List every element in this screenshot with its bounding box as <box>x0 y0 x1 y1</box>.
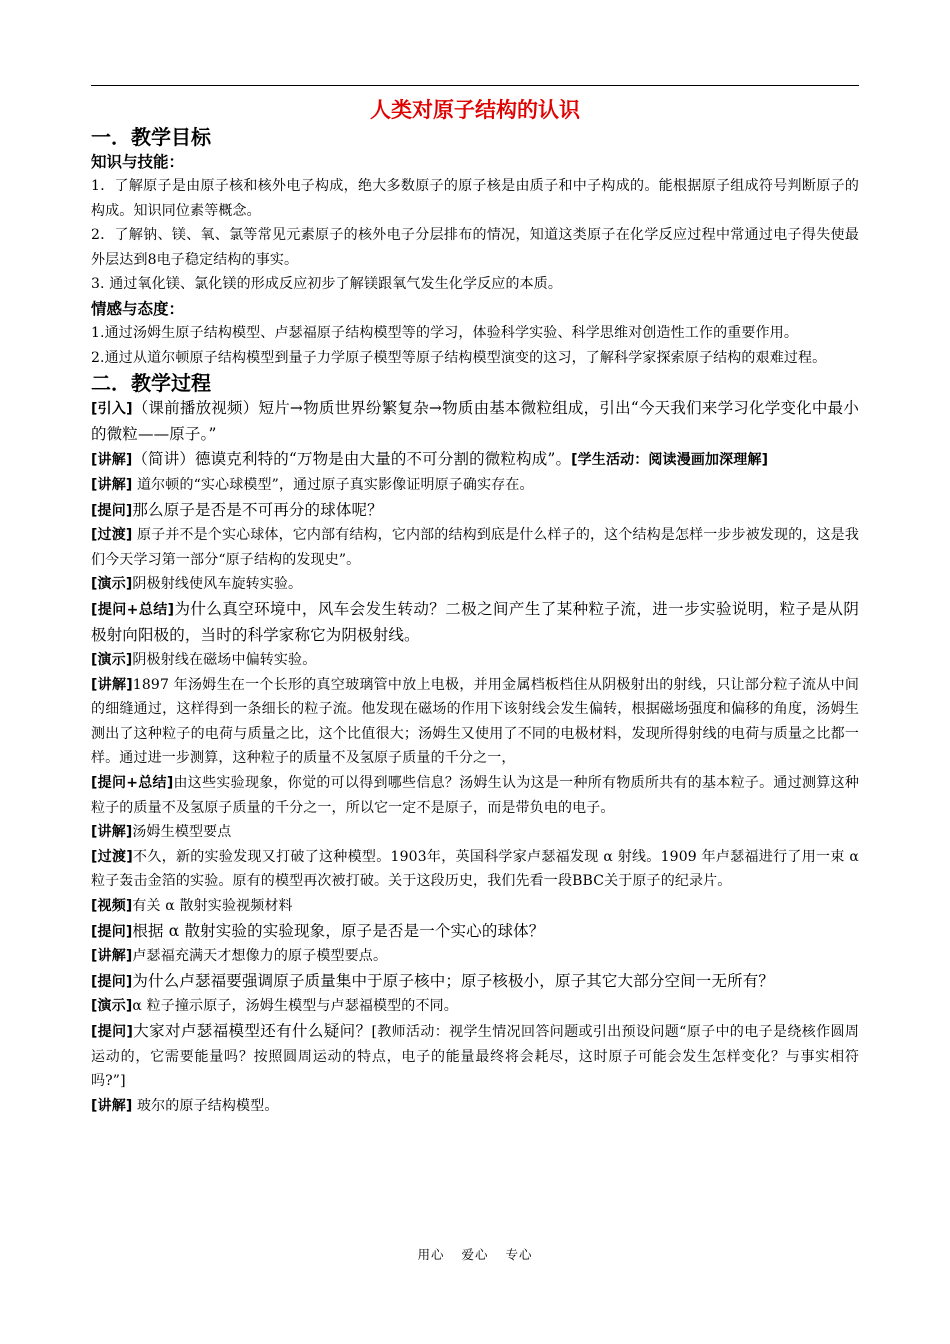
step-text: 根据 α 散射实验的实验现象，原子是否是一个实心的球体？ <box>132 921 545 940</box>
knowledge-skills-heading: 知识与技能： <box>91 153 185 171</box>
process-step <box>91 894 859 919</box>
step-text: 原子并不是个实心球体，它内部有结构，它内部的结构到底是什么样子的，这个结构是怎样一步步被发现的，这是我们今天学习第一部分“原子结构的发现史”。 <box>91 527 859 568</box>
attitude-item-1: 1.通过汤姆生原子结构模型、卢瑟福原子结构模型等的学习，体验科学实验、科学思维对创造性工作的重要作用。 <box>91 324 799 341</box>
process-step <box>91 994 859 1019</box>
step-text: 有关 α 散射实验视频材料 <box>132 898 293 915</box>
process-step <box>91 396 859 447</box>
objective-item-1: 1．了解原子是由原子核和核外电子构成，绝大多数原子的原子核是由质子和中子构成的。能根据原子组成符号判断原子的构成。知识同位素等概念。 <box>91 178 859 219</box>
process-step <box>91 1094 859 1119</box>
attitude-item-2: 2.通过从道尔顿原子结构模型到量子力学原子模型等原子结构模型演变的这习，了解科学家探索原子结构的艰难过程。 <box>91 349 827 366</box>
step-text: 玻尔的原子结构模型。 <box>132 1097 279 1114</box>
teaching-process-steps <box>91 396 859 1118</box>
section2-heading: 二．教学过程 <box>91 371 211 396</box>
process-step <box>91 498 859 524</box>
process-step <box>91 944 859 969</box>
step-text: 为什么卢瑟福要强调原子质量集中于原子核中；原子核极小，原子其它大部分空间一无所有？ <box>132 971 775 990</box>
process-step <box>91 673 859 771</box>
step-tag: [视频] <box>91 898 133 915</box>
step-tag: [提问] <box>91 502 133 519</box>
process-step <box>91 473 859 498</box>
step-text: 为什么真空环境中，风车会发生转动？二极之间产生了某种粒子流，进一步实验说明，粒子是从阴极射向阳极的，当时的科学家称它为阴极射线。 <box>91 599 860 644</box>
objective-item-2: 2．了解钠、镁、氧、氯等常见元素原子的核外电子分层排布的情况，知道这类原子在化学反应过程中常通过电子得失使最外层达到8电子稳定结构的事实。 <box>91 227 859 268</box>
step-text: 卢瑟福充满天才想像力的原子模型要点。 <box>132 948 388 965</box>
step-tag: [提问+总结] <box>91 601 175 618</box>
step-tag: [讲解] <box>91 1097 133 1114</box>
step-tag: [引入] <box>91 401 133 418</box>
header-rule <box>91 85 859 86</box>
step-text: 汤姆生模型要点 <box>132 824 232 841</box>
process-step <box>91 648 859 673</box>
step-text: 大家对卢瑟福模型还有什么疑问？ <box>133 1022 372 1040</box>
step-tag: [提问] <box>91 1024 134 1040</box>
step-text: α 粒子撞示原子，汤姆生模型与卢瑟福模型的不同。 <box>132 998 458 1015</box>
section1-heading: 一．教学目标 <box>91 125 211 149</box>
step-tag: [提问+总结] <box>91 775 174 792</box>
step-tag: [讲解] <box>91 676 133 693</box>
student-activity-tag: [学生活动：阅读漫画加深理解] <box>571 452 769 469</box>
step-text: （课前播放视频）短片→物质世界纷繁复杂→物质由基本微粒组成，引出“今天我们来学习化学变化中最小的微粒——原子。” <box>91 399 859 443</box>
step-text: 阴极射线使风车旋转实验。 <box>132 576 303 593</box>
page-footer <box>0 1245 950 1263</box>
document-title: 人类对原子结构的认识 <box>370 98 580 122</box>
footer-word-1: 用心 <box>417 1247 445 1262</box>
step-tag: [提问] <box>91 973 133 990</box>
process-step <box>91 919 859 945</box>
step-text: 那么原子是否是不可再分的球体呢？ <box>132 500 383 519</box>
footer-word-2: 爱心 <box>461 1247 489 1262</box>
step-text: 阴极射线在磁场中偏转实验。 <box>132 652 317 669</box>
step-tag: [讲解] <box>91 948 133 965</box>
step-tag: [过渡] <box>91 527 133 544</box>
process-step <box>91 447 859 473</box>
process-step <box>91 572 859 597</box>
step-text: 不久，新的实验发现又打破了这种模型。1903年，英国科学家卢瑟福发现 α 射线。1909 年卢瑟福进行了用一束 α 粒子轰击金箔的实验。原有的模型再次被打破。关于这段历史，我们先看一段BBC关于原子的纪录片。 <box>91 848 860 890</box>
step-tag: [演示] <box>91 576 133 593</box>
document-content <box>91 124 859 1118</box>
step-text: （简讲）德谟克利特的“万物是由大量的不可分割的微粒构成”。 <box>132 450 572 469</box>
step-tag: [讲解] <box>91 452 133 469</box>
step-tag: [提问] <box>91 923 133 940</box>
step-tag: [过渡] <box>91 848 133 865</box>
step-text: 道尔顿的“实心球模型”，通过原子真实影像证明原子确实存在。 <box>132 476 534 493</box>
objective-item-3: 3. 通过氧化镁、氯化镁的形成反应初步了解镁跟氧气发生化学反应的本质。 <box>91 276 563 293</box>
process-step <box>91 820 859 845</box>
process-step <box>91 597 859 648</box>
process-step <box>91 845 859 894</box>
process-step <box>91 969 859 995</box>
attitude-heading: 情感与态度： <box>91 299 185 318</box>
process-step <box>91 1019 859 1094</box>
step-tag: [演示] <box>91 652 133 669</box>
step-text: 由这些实验现象，你觉的可以得到哪些信息？汤姆生认为这是一种所有物质所共有的基本粒子。通过测算这种粒子的质量不及氢原子质量的千分之一，所以它一定不是原子，而是带负电的电子。 <box>91 775 860 816</box>
step-tag: [演示] <box>91 998 133 1015</box>
teacher-activity-note: [教师活动：视学生情况回答问题或引出预设问题“原子中的电子是绕核作圆周运动的，它需要能量吗？按照圆周运动的特点，电子的能量最终将会耗尽，这时原子可能会发生怎样变化？与事实相符吗?”] <box>91 1024 859 1090</box>
step-tag: [讲解] <box>91 476 133 493</box>
step-text: 1897 年汤姆生在一个长形的真空玻璃管中放上电极，并用金属档板档住从阴极射出的射线，只让部分粒子流从中间的细缝通过，这样得到一条细长的粒子流。他发现在磁场的作用下该射线会发生偏转，根据磁场强度和偏移的角度，汤姆生测出了这种粒子的电荷与质量之比，这个比值很大；汤姆生又使用了不同的电极材料，发现所得射线的电荷与质量之比都一样。通过进一步测算，这种粒子的质量不及氢原子质量的千分之一， <box>91 676 859 767</box>
process-step <box>91 771 859 820</box>
step-tag: [讲解] <box>91 824 133 841</box>
footer-word-3: 专心 <box>505 1247 533 1262</box>
process-step <box>91 523 859 572</box>
